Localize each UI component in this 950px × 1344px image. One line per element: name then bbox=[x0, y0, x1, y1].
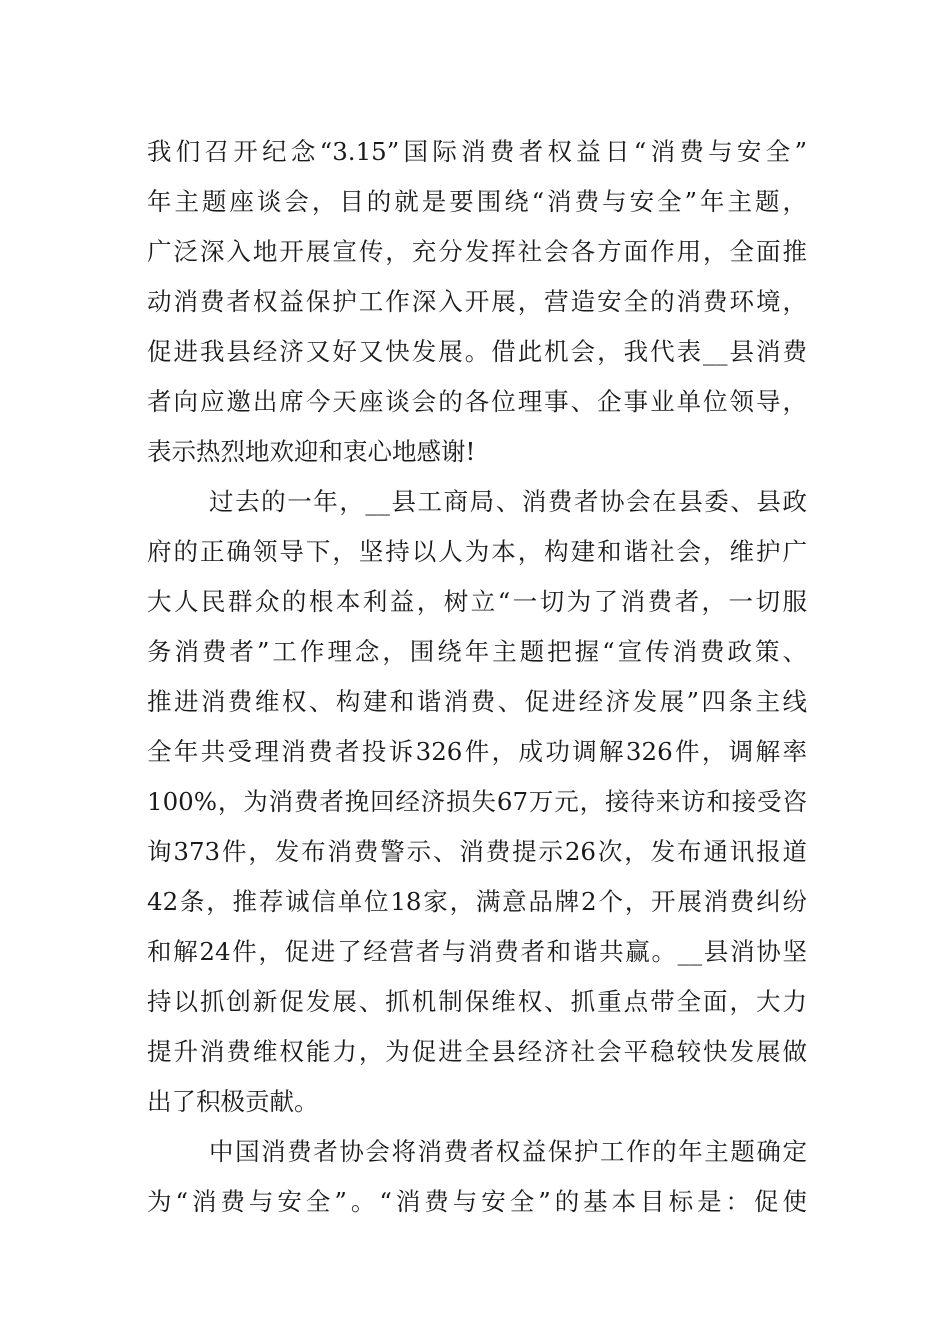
text-line: 询373件，发布消费警示、消费提示26次，发布通讯报道 bbox=[147, 837, 807, 866]
text-line: 动消费者权益保护工作深入开展，营造安全的消费环境， bbox=[147, 287, 807, 316]
text-line: 100%，为消费者挽回经济损失67万元，接待来访和接受咨 bbox=[147, 787, 807, 816]
text-line: 全年共受理消费者投诉326件，成功调解326件，调解率 bbox=[147, 737, 807, 766]
text-line: 者向应邀出席今天座谈会的各位理事、企事业单位领导， bbox=[147, 387, 807, 416]
text-line: 持以抓创新促发展、抓机制保维权、抓重点带全面，大力 bbox=[147, 987, 807, 1016]
text-line: 促进我县经济又好又快发展。借此机会，我代表__县消费 bbox=[147, 337, 807, 366]
text-line: 和解24件，促进了经营者与消费者和谐共赢。__县消协坚 bbox=[147, 937, 807, 966]
text-line: 年主题座谈会，目的就是要围绕“消费与安全”年主题， bbox=[147, 187, 807, 216]
text-line: 大人民群众的根本利益，树立“一切为了消费者，一切服 bbox=[147, 587, 807, 616]
text-line: 中国消费者协会将消费者权益保护工作的年主题确定 bbox=[209, 1137, 807, 1166]
text-line: 出了积极贡献。 bbox=[147, 1087, 319, 1116]
text-line: 过去的一年，__县工商局、消费者协会在县委、县政 bbox=[209, 487, 807, 516]
text-line: 务消费者”工作理念，围绕年主题把握“宣传消费政策、 bbox=[147, 637, 807, 666]
text-line: 提升消费维权能力，为促进全县经济社会平稳较快发展做 bbox=[147, 1037, 807, 1066]
text-line: 府的正确领导下，坚持以人为本，构建和谐社会，维护广 bbox=[147, 537, 807, 566]
text-line: 为“消费与安全”。“消费与安全”的基本目标是：促使 bbox=[147, 1187, 807, 1216]
text-line: 42条，推荐诚信单位18家，满意品牌2个，开展消费纠纷 bbox=[147, 887, 807, 916]
text-line: 推进消费维权、构建和谐消费、促进经济发展”四条主线 bbox=[147, 687, 807, 716]
text-line: 我们召开纪念“3.15”国际消费者权益日“消费与安全” bbox=[147, 137, 807, 166]
text-line: 广泛深入地开展宣传，充分发挥社会各方面作用，全面推 bbox=[147, 237, 807, 266]
text-line: 表示热烈地欢迎和衷心地感谢! bbox=[147, 437, 476, 466]
